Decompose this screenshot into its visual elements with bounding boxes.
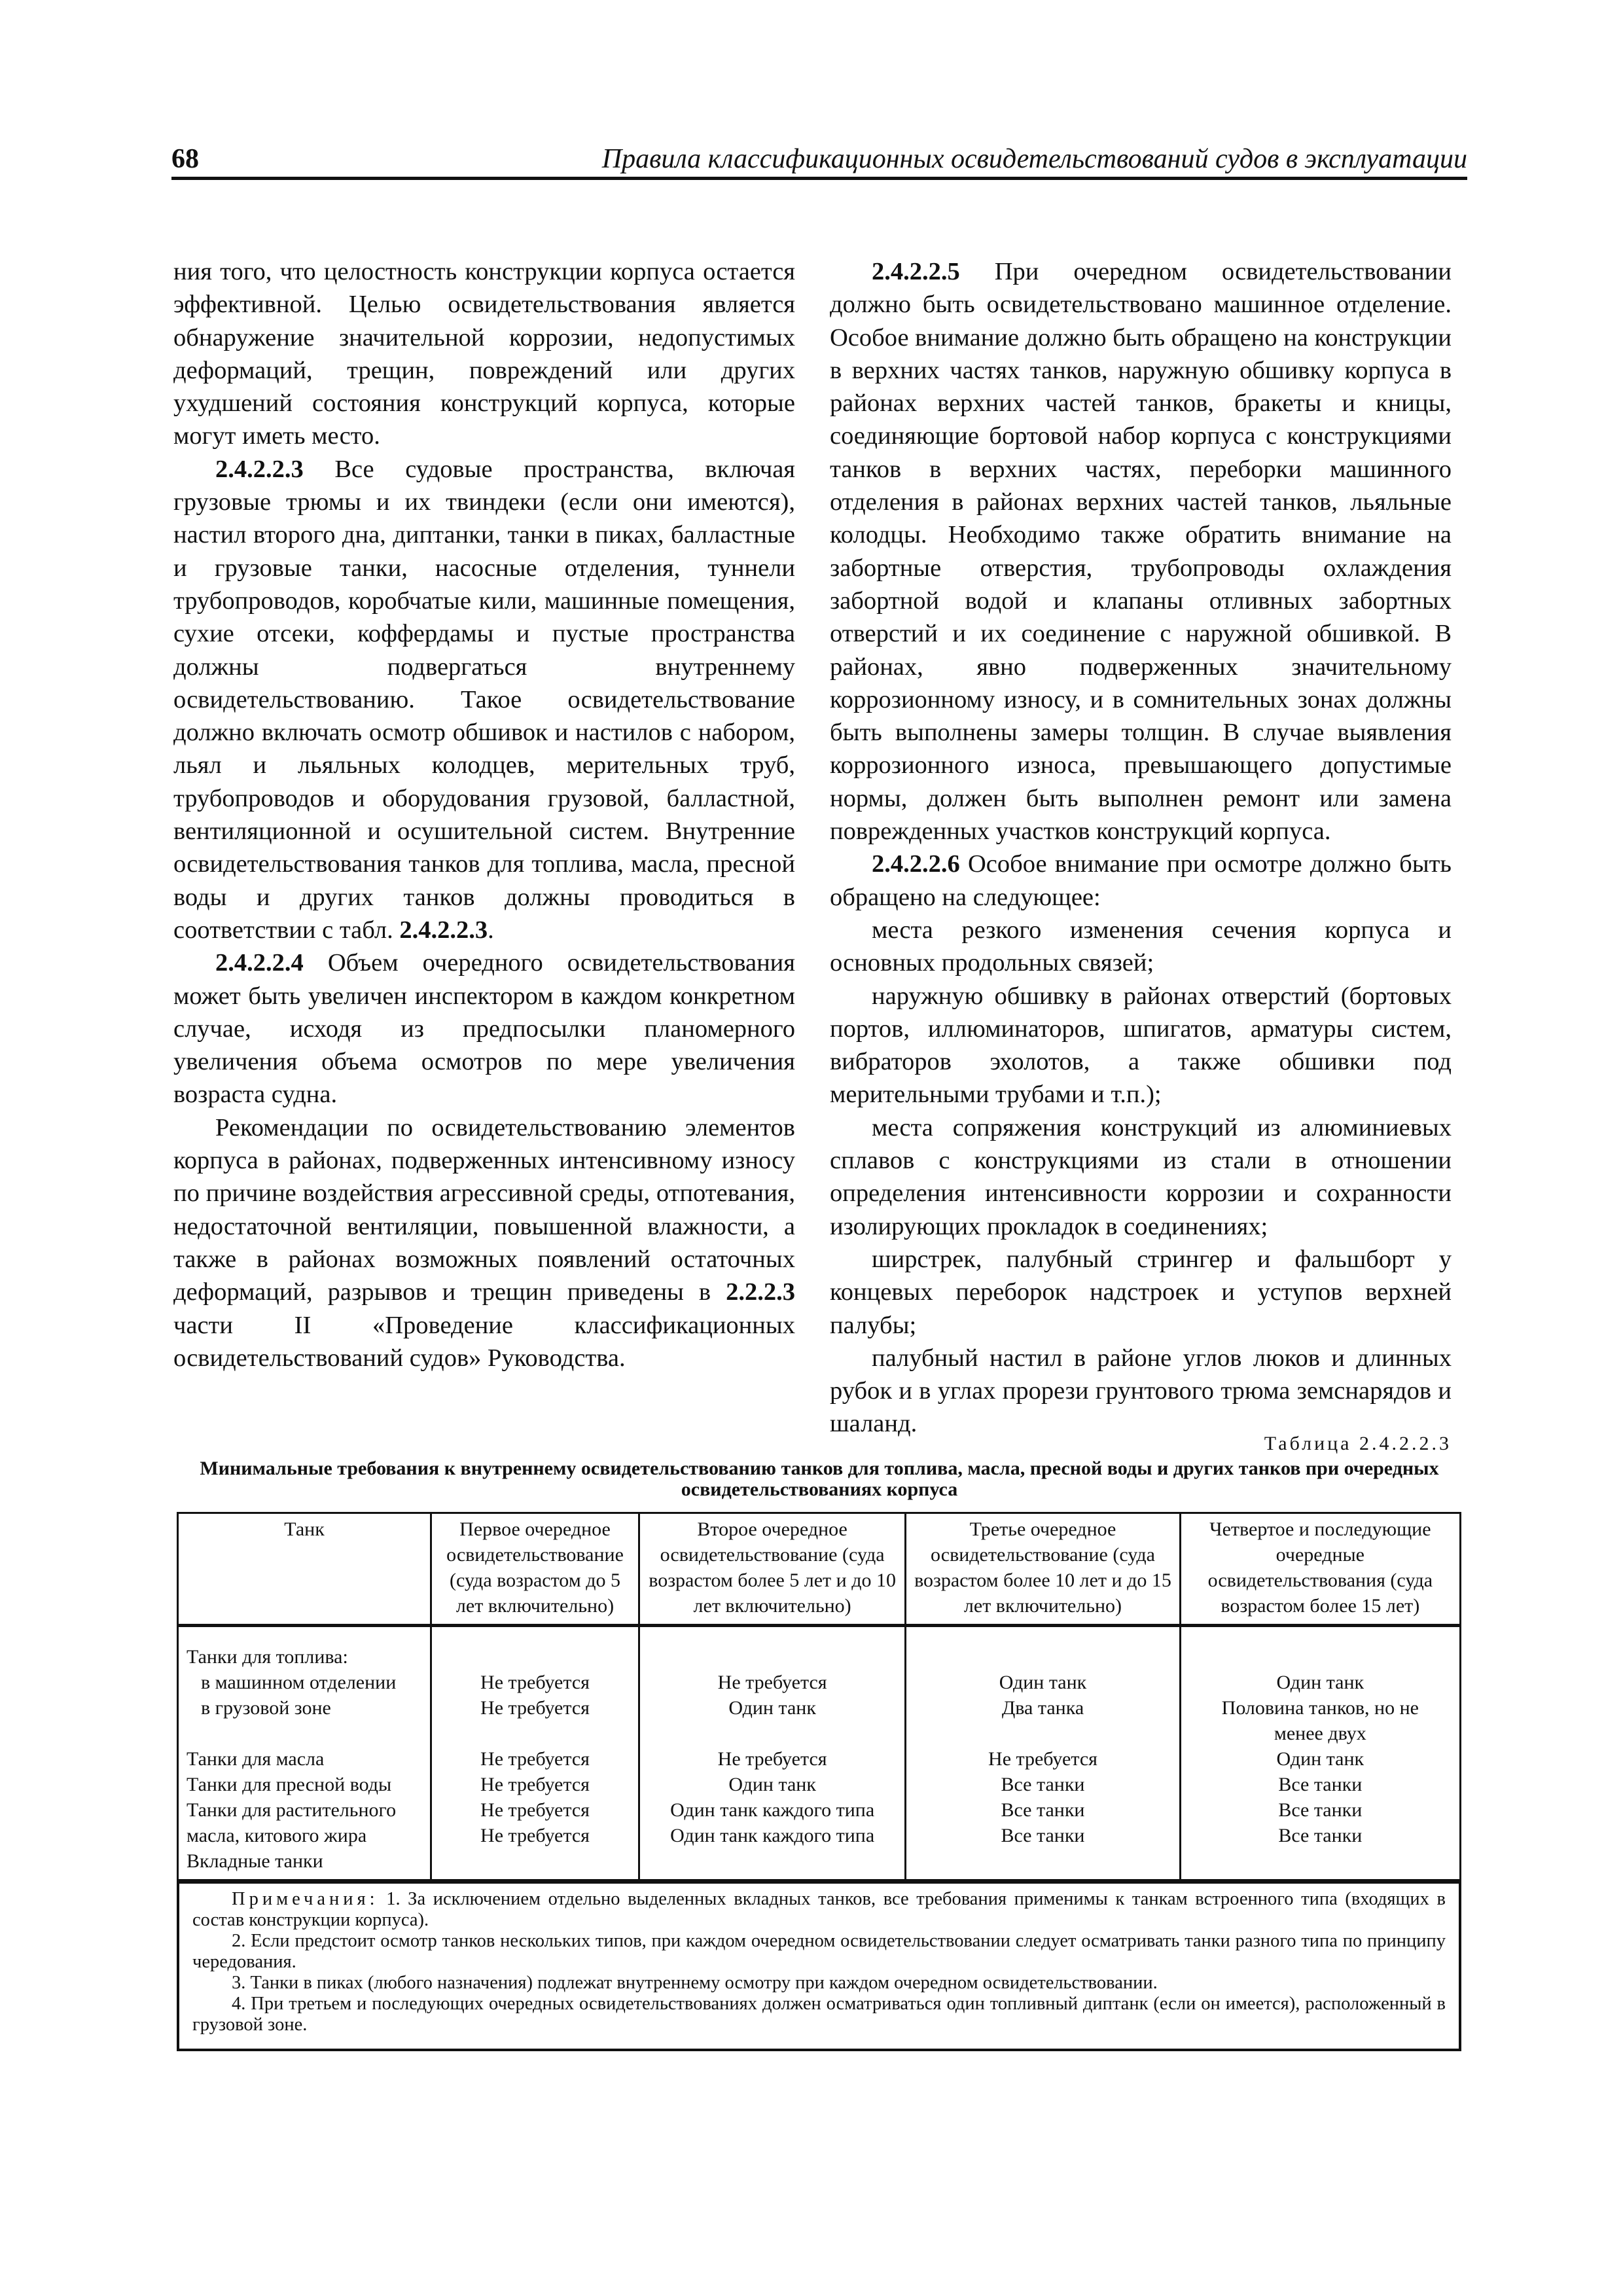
list-item: места резкого изменения сечения корпуса и основных продольных связей;: [830, 916, 1452, 977]
table-cell: Не требуется: [480, 1672, 590, 1693]
table-cell: Не требуется: [988, 1748, 1097, 1770]
row-gap: [910, 1644, 1175, 1670]
running-title: Правила классификационных освидетельствований судов в эксплуатации: [601, 144, 1467, 174]
table-cell: Все танки: [1001, 1799, 1085, 1821]
note-4: 4. При третьем и последующих очередных освидетельствованиях должен осматриваться один топливный диптанк (если он имеется), расположенный в грузовой зоне.: [192, 1994, 1446, 2035]
table-header-row: [178, 1513, 1461, 1626]
table-cell: Один танк: [999, 1672, 1087, 1693]
requirements-table: [177, 1512, 1461, 1881]
note-text: 1. За исключением отдельно выделенных вкладных танков, все требования применимы к танкам встроенного типа (входящих в состав конструкции корпуса).: [192, 1889, 1446, 1930]
header-cell-second: Второе очередное освидетельствование (суда возрастом более 5 лет и до 10 лет включительно): [639, 1513, 905, 1626]
table-cell: Все танки: [1001, 1825, 1085, 1846]
paragraph-text: Особое внимание при осмотре должно быть обращено на следующее:: [830, 850, 1452, 911]
page-number: 68: [171, 144, 199, 174]
paragraph-2-4-2-2-4: [173, 946, 795, 1111]
tank-fuel: Танки для топлива:: [187, 1646, 348, 1668]
clause-number: 2.4.2.2.6: [872, 850, 960, 878]
tank-inserted: Вкладные танки: [187, 1850, 323, 1872]
right-column: [830, 255, 1452, 1441]
header-cell-first: Первое очередное освидетельствование (суда возрастом до 5 лет включительно): [431, 1513, 639, 1626]
table-reference: 2.4.2.2.3: [399, 916, 488, 944]
table-cell: Не требуется: [480, 1774, 590, 1795]
table-cell: Один танк каждого типа: [670, 1799, 875, 1821]
paragraph: ния того, что целостность конструкции корпуса остается эффективной. Целью освидетельствования является обнаружение значительной коррозии, недопустимых деформаций, трещин, повреждений или других ухудшений состояния конструкций корпуса, которые могут иметь место.: [173, 258, 795, 450]
tank-vegetable-oil: Танки для растительного: [187, 1799, 397, 1821]
table-cell: Один танк каждого типа: [670, 1825, 875, 1846]
paragraph-2-4-2-2-3: [173, 453, 795, 946]
left-column: [173, 255, 795, 1374]
list-item: места сопряжения конструкций из алюминиевых сплавов с конструкциями из стали в отношении определения интенсивности коррозии и сохранности изолирующих прокладок в соединениях;: [830, 1113, 1452, 1240]
row-gap: [644, 1644, 901, 1670]
paragraph-end: .: [488, 916, 494, 944]
note-1: [192, 1889, 1446, 1931]
table-cell: менее двух: [1274, 1723, 1366, 1744]
table-cell: Один танк: [728, 1697, 816, 1719]
table-notes: [177, 1880, 1461, 2051]
row-gap: [436, 1721, 634, 1746]
table-cell: Не требуется: [717, 1672, 827, 1693]
paragraph-end: части II «Проведение классификационных освидетельствований судов» Руководства.: [173, 1311, 795, 1372]
fourth-survey-column: [1180, 1626, 1460, 1880]
row-gap: [910, 1721, 1175, 1746]
table-cell: Половина танков, но не: [1221, 1697, 1419, 1719]
table-cell: Все танки: [1278, 1799, 1363, 1821]
clause-number: 2.4.2.2.3: [215, 455, 304, 483]
paragraph-recommendations: [173, 1111, 795, 1374]
header-cell-fourth: Четвертое и последующие очередные освидетельствования (суда возрастом более 15 лет): [1180, 1513, 1460, 1626]
clause-number: 2.4.2.2.5: [872, 258, 960, 285]
table-cell: Не требуется: [480, 1748, 590, 1770]
table-cell: Не требуется: [480, 1825, 590, 1846]
table-cell: Не требуется: [480, 1799, 590, 1821]
header-cell-third: Третье очередное освидетельствование (суда возрастом более 10 лет и до 15 лет включительно): [906, 1513, 1180, 1626]
paragraph-text: Все судовые пространства, включая грузовые трюмы и их твиндеки (если они имеются), настил второго дна, диптанки, танки в пиках, балластные и грузовые танки, насосные отделения, туннели трубопроводов, коробчатые кили, машинные помещения, сухие отсеки, коффердамы и пустые пространства должны подвергаться внутреннему освидетельствованию. Такое освидетельствование должно включать осмотр обшивок и настилов с набором, льял и льяльных колодцев, мерительных труб, трубопроводов и оборудования грузовой, балластной, вентиляционной и осушительной систем. Внутренние освидетельствования танков для топлива, масла, пресной воды и других танков должны проводиться в соответствии с табл.: [173, 455, 795, 944]
paragraph-text: Объем очередного освидетельствования может быть увеличен инспектором в каждом конкретном случае, исходя из предпосылки планомерного увеличения объема осмотров по мере увеличения возраста судна.: [173, 949, 795, 1109]
row-gap: [644, 1721, 901, 1746]
paragraph-2-4-2-2-6: [830, 848, 1452, 914]
tank-fresh-water: Танки для пресной воды: [187, 1774, 392, 1795]
list-item: наружную обшивку в районах отверстий (бортовых портов, иллюминаторов, шпигатов, арматуры систем, вибраторов эхолотов, а также обшивки под мерительными трубами и т.п.);: [830, 982, 1452, 1109]
table-cell: Не требуется: [480, 1697, 590, 1719]
table-caption: [1264, 1433, 1452, 1455]
tank-whale-oil: масла, китового жира: [187, 1825, 367, 1846]
second-survey-column: [639, 1626, 905, 1880]
note-2: 2. Если предстоит осмотр танков нескольких типов, при каждом очередном освидетельствовании следует осматривать танки разного типа по принципу чередования.: [192, 1931, 1446, 1972]
table-caption-word: Таблица: [1264, 1433, 1352, 1454]
note-3: 3. Танки в пиках (любого назначения) подлежат внутреннему осмотру при каждом очередном освидетельствовании.: [232, 1973, 1158, 1993]
first-survey-column: [431, 1626, 639, 1880]
tank-cargo-zone: в грузовой зоне: [201, 1697, 331, 1719]
paragraph-2-4-2-2-5: [830, 255, 1452, 848]
third-survey-column: [906, 1626, 1180, 1880]
section-reference: 2.2.2.3: [726, 1278, 795, 1306]
table-title: Минимальные требования к внутреннему освидетельствованию танков для топлива, масла, пресной воды и других танков при очередных освидетельствованиях корпуса: [200, 1458, 1439, 1500]
header-cell-tank: Танк: [178, 1513, 431, 1626]
table-cell: Все танки: [1278, 1774, 1363, 1795]
table-cell: Все танки: [1278, 1825, 1363, 1846]
table-caption-number: 2.4.2.2.3: [1359, 1433, 1452, 1454]
header-rule: [171, 177, 1467, 180]
row-gap: [436, 1644, 634, 1670]
list-item: ширстрек, палубный стрингер и фальшборт у концевых переборок надстроек и уступов верхней палубы;: [830, 1245, 1452, 1339]
row-gap: [187, 1721, 426, 1746]
clause-number: 2.4.2.2.4: [215, 949, 304, 977]
list-item: палубный настил в районе углов люков и длинных рубок и в углах прорези грунтового трюма земснарядов и шаланд.: [830, 1344, 1452, 1438]
table-cell: Один танк: [1276, 1748, 1364, 1770]
table-cell: Все танки: [1001, 1774, 1085, 1795]
tank-type-column: [178, 1626, 431, 1880]
tank-oil: Танки для масла: [187, 1748, 325, 1770]
tank-engine-room: в машинном отделении: [201, 1672, 397, 1693]
table-cell: Один танк: [1276, 1672, 1364, 1693]
paragraph-text: При очередном освидетельствовании должно быть освидетельствовано машинное отделение. Особое внимание должно быть обращено на конструкции в верхних частях танков, наружную обшивку корпуса в районах верхних частей танков, бракеты и кницы, соединяющие бортовой набор корпуса с конструкциями танков в верхних частях, переборки машинного отделения в районах верхних частей танков, льяльные колодцы. Необходимо также обратить внимание на забортные отверстия, трубопроводы охлаждения забортной водой и клапаны отливных забортных отверстий и их соединение с наружной обшивкой. В районах, явно подверженных значительному коррозионному износу, и в сомнительных зонах должны быть выполнены замеры толщин. В случае выявления коррозионного износа, превышающего допустимые нормы, должен быть выполнен ремонт или замена поврежденных участков конструкций корпуса.: [830, 258, 1452, 846]
table-cell: Не требуется: [717, 1748, 827, 1770]
table-cell: Два танка: [1001, 1697, 1084, 1719]
table-body-row: [178, 1626, 1461, 1880]
row-gap: [1185, 1644, 1455, 1670]
paragraph-text: Рекомендации по освидетельствованию элементов корпуса в районах, подверженных интенсивному износу по причине воздействия агрессивной среды, отпотевания, недостаточной вентиляции, повышенной влажности, а также в районах возможных появлений остаточных деформаций, разрывов и трещин приведены в: [173, 1113, 795, 1306]
page-header: [171, 141, 1467, 180]
notes-label: Примечания:: [232, 1889, 379, 1909]
table-cell: Один танк: [728, 1774, 816, 1795]
